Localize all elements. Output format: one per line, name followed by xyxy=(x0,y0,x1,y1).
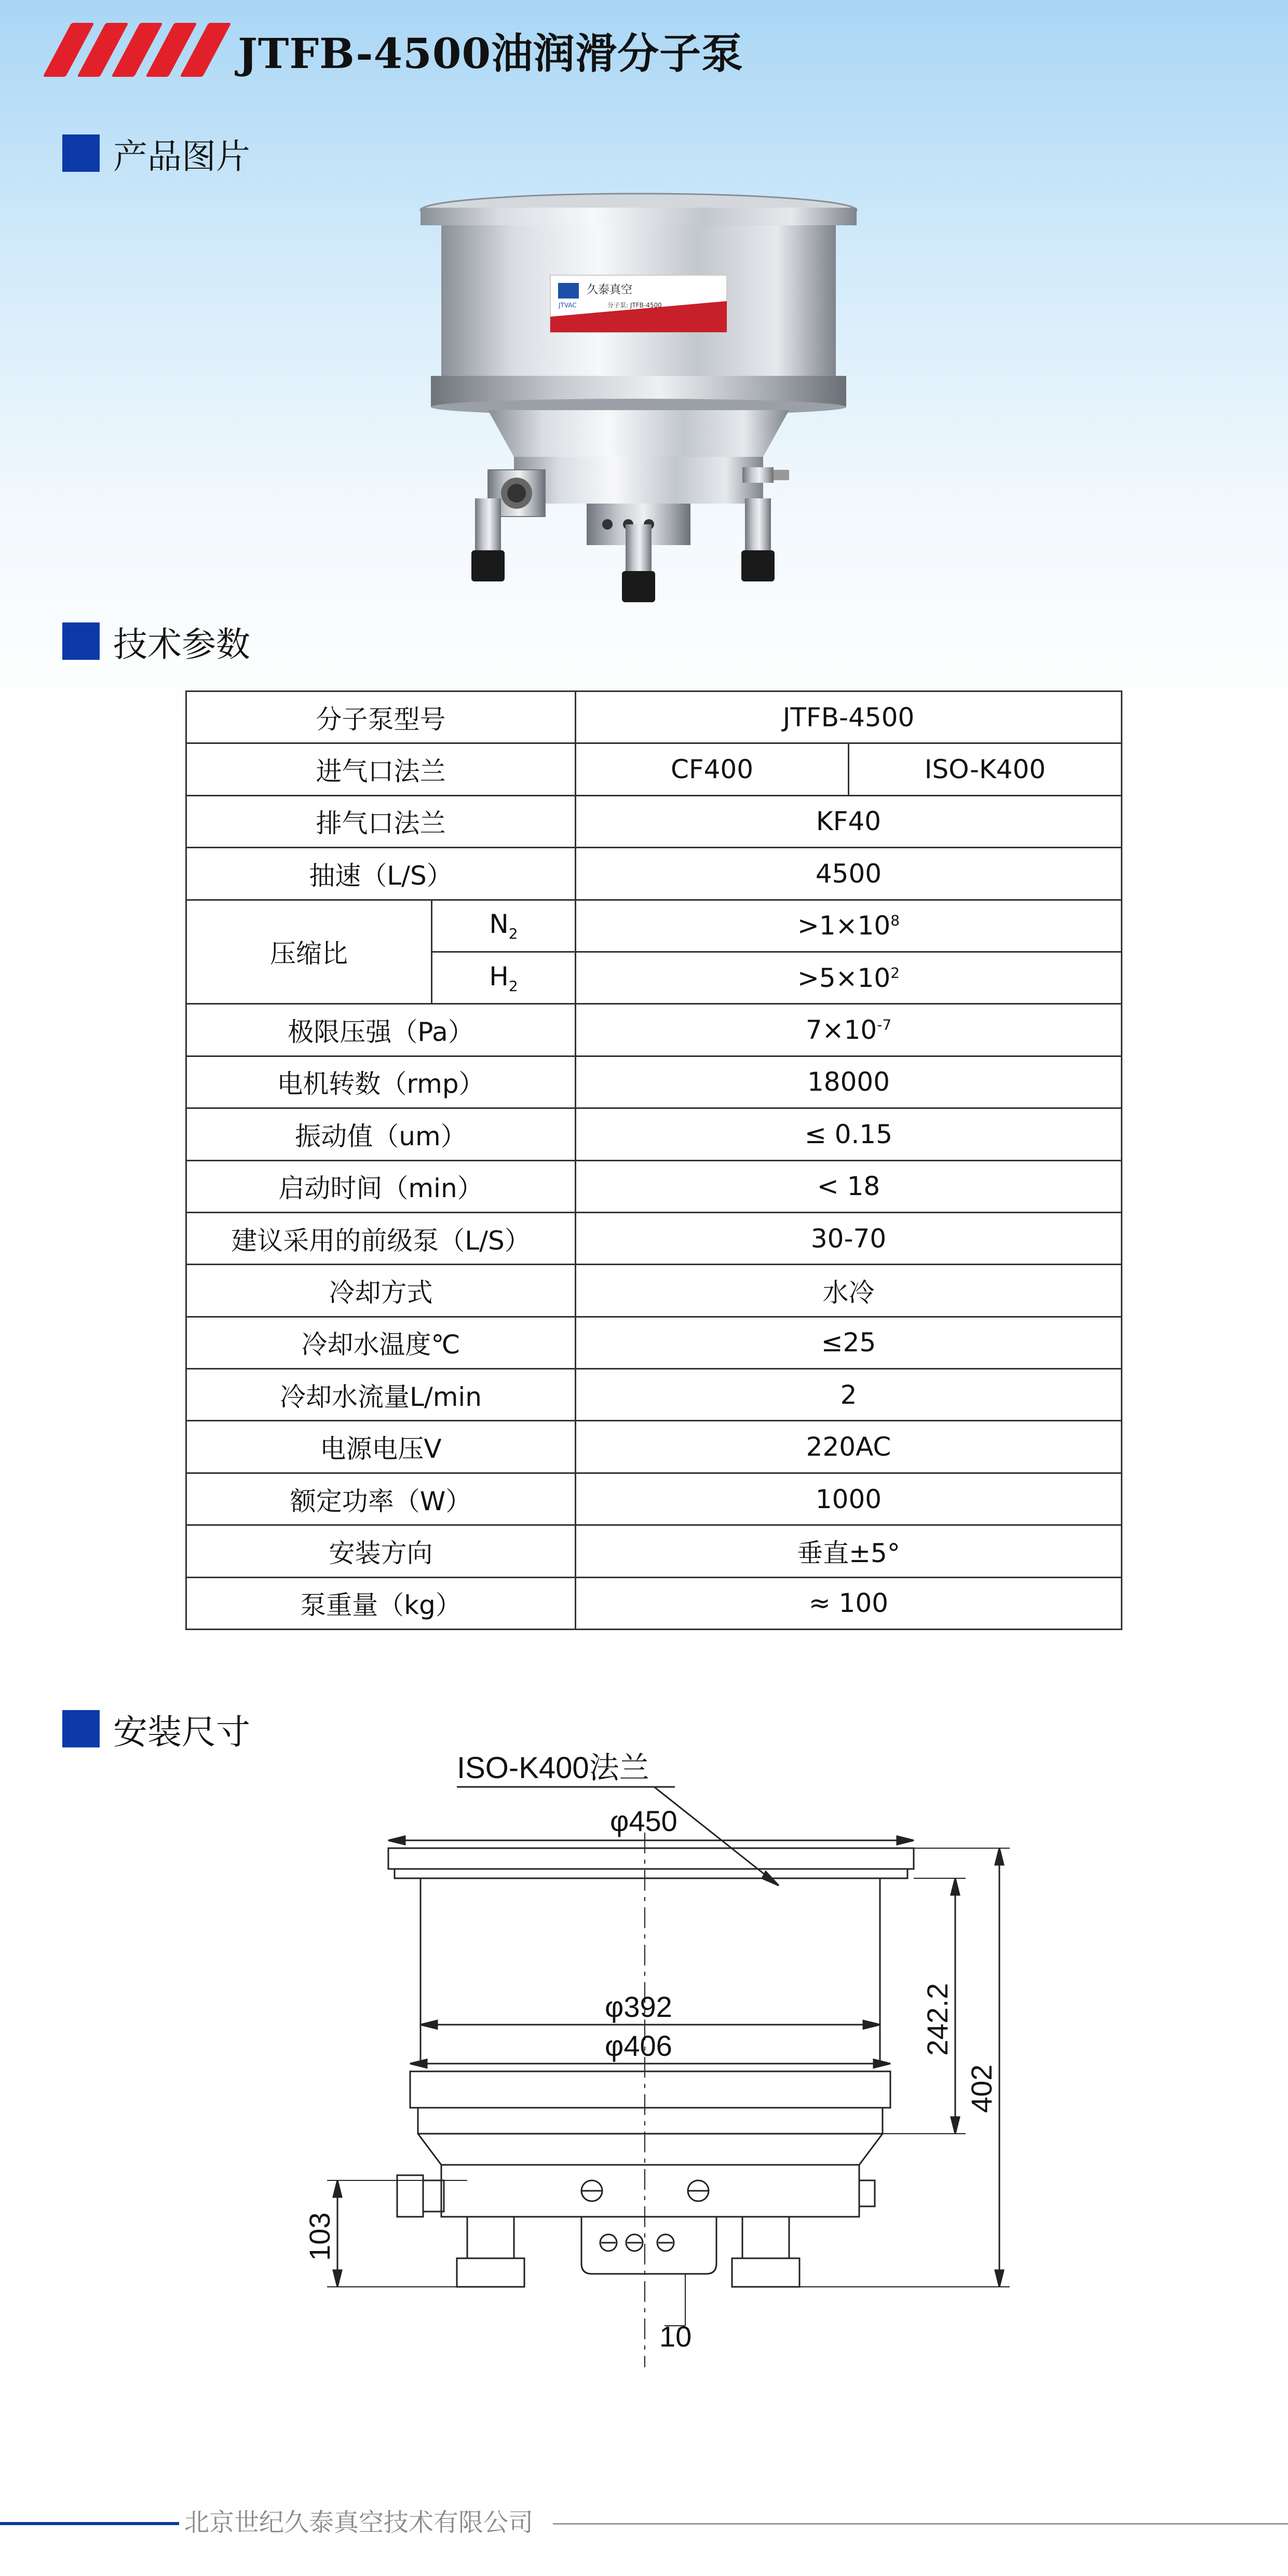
spec-label: 泵重量（kg） xyxy=(186,1577,576,1629)
dim-offset-10: 10 xyxy=(659,2320,692,2353)
dim-dia-406: φ406 xyxy=(605,2029,672,2062)
spec-value: 4500 xyxy=(576,848,1122,900)
dim-height-103: 103 xyxy=(303,2212,336,2261)
section-dimensions-title: 安装尺寸 xyxy=(113,1712,250,1752)
spec-label: 冷却水温度℃ xyxy=(186,1317,576,1368)
spec-label: 分子泵型号 xyxy=(186,692,576,743)
spec-value: 18000 xyxy=(576,1056,1122,1108)
table-row xyxy=(186,743,1122,795)
spec-label: 安装方向 xyxy=(186,1525,576,1577)
spec-value: KF40 xyxy=(576,795,1122,847)
flange-callout-label: ISO-K400法兰 xyxy=(457,1751,649,1785)
table-row xyxy=(186,1265,1122,1317)
svg-text:久泰真空: 久泰真空 xyxy=(587,283,633,296)
spec-label: 额定功率（W） xyxy=(186,1473,576,1525)
section-specs-heading xyxy=(62,618,250,665)
spec-value: $7\times 10^{-7}$ xyxy=(576,1004,1122,1056)
footer-rule-right xyxy=(553,2523,1288,2525)
brand-logo-icon xyxy=(558,283,579,299)
spec-value: JTFB-4500 xyxy=(576,692,1122,743)
section-dimensions-heading xyxy=(62,1705,250,1752)
table-row xyxy=(186,1108,1122,1160)
spec-value: 2 xyxy=(576,1369,1122,1421)
section-photo-heading xyxy=(62,130,250,177)
footer xyxy=(0,2502,1288,2544)
svg-text:分子泵: JTFB-4500: 分子泵: JTFB-4500 xyxy=(607,302,662,309)
spec-value: ≤ 0.15 xyxy=(576,1108,1122,1160)
spec-value: ≈ 100 xyxy=(576,1577,1122,1629)
spec-label: 冷却方式 xyxy=(186,1265,576,1317)
spec-label: 电机转数（rmp） xyxy=(186,1056,576,1108)
spec-label: 压缩比 xyxy=(186,900,432,1004)
table-row xyxy=(186,795,1122,847)
table-row xyxy=(186,1577,1122,1629)
spec-label: 进气口法兰 xyxy=(186,743,576,795)
spec-label: 抽速（L/S） xyxy=(186,848,576,900)
spec-value: ISO-K400 xyxy=(849,743,1122,795)
table-row xyxy=(186,1212,1122,1264)
spec-label: 振动值（um） xyxy=(186,1108,576,1160)
section-photo-title: 产品图片 xyxy=(113,136,250,177)
table-row xyxy=(186,1421,1122,1473)
table-row xyxy=(186,1160,1122,1212)
spec-value: 220AC xyxy=(576,1421,1122,1473)
spec-value: < 18 xyxy=(576,1160,1122,1212)
spec-sublabel: $H_2$ xyxy=(432,952,576,1004)
title-bar xyxy=(57,19,743,81)
table-row xyxy=(186,692,1122,743)
spec-label: 排气口法兰 xyxy=(186,795,576,847)
dim-dia-392: φ392 xyxy=(605,1990,672,2023)
page-title: JTFB-4500油润滑分子泵 xyxy=(238,29,744,78)
spec-label: 冷却水流量L/min xyxy=(186,1369,576,1421)
red-slash-decoration xyxy=(57,23,217,77)
spec-table xyxy=(185,690,1122,1630)
table-row xyxy=(186,1056,1122,1108)
spec-label: 启动时间（min） xyxy=(186,1160,576,1212)
table-row xyxy=(186,1525,1122,1577)
spec-sublabel: $N_2$ xyxy=(432,900,576,952)
section-square-icon xyxy=(62,134,100,172)
spec-value: 1000 xyxy=(576,1473,1122,1525)
spec-label: 建议采用的前级泵（L/S） xyxy=(186,1212,576,1264)
spec-value: ≤25 xyxy=(576,1317,1122,1368)
table-row xyxy=(186,1473,1122,1525)
footer-rule-left xyxy=(0,2522,179,2525)
spec-value: $>5\times 10^2$ xyxy=(576,952,1122,1004)
table-row xyxy=(186,1369,1122,1421)
table-row xyxy=(186,848,1122,900)
dim-height-242: 242.2 xyxy=(921,1983,954,2056)
spec-value: $>1\times 10^8$ xyxy=(576,900,1122,952)
table-row xyxy=(186,900,1122,952)
spec-value: 30-70 xyxy=(576,1212,1122,1264)
svg-text:JTVAC: JTVAC xyxy=(559,302,577,309)
footer-company: 北京世纪久泰真空技术有限公司 xyxy=(184,2508,534,2537)
section-specs-title: 技术参数 xyxy=(113,624,250,665)
dimension-drawing xyxy=(303,1713,1038,2388)
dim-height-402: 402 xyxy=(965,2064,998,2113)
section-square-icon xyxy=(62,622,100,660)
table-row xyxy=(186,1004,1122,1056)
table-row xyxy=(186,1317,1122,1368)
dim-dia-450: φ450 xyxy=(610,1805,677,1837)
spec-label: 极限压强（Pa） xyxy=(186,1004,576,1056)
spec-value: CF400 xyxy=(576,743,849,795)
pump-photo xyxy=(410,187,867,613)
section-square-icon xyxy=(62,1710,100,1747)
spec-value: 水冷 xyxy=(576,1265,1122,1317)
spec-value: 垂直±5° xyxy=(576,1525,1122,1577)
spec-label: 电源电压V xyxy=(186,1421,576,1473)
